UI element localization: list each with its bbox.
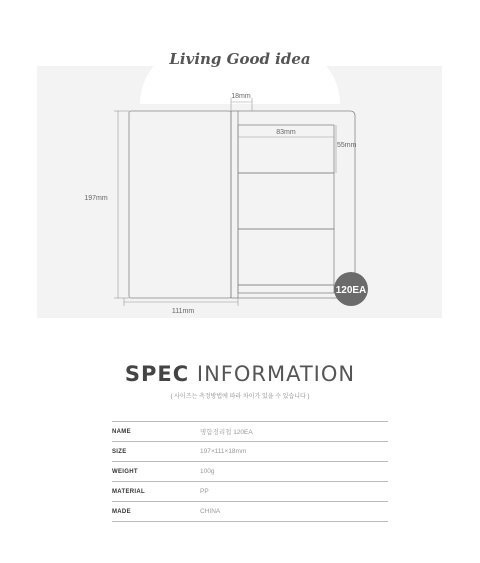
spec-title-light: INFORMATION (196, 362, 356, 386)
spec-value: 명함정리첩 120EA (200, 429, 253, 436)
spec-label: MADE (112, 508, 131, 515)
thickness-label: 18mm (231, 93, 251, 100)
spec-value: 197×111×18mm (200, 448, 247, 455)
pocket-height-label: 55mm (337, 142, 357, 149)
spine (231, 111, 238, 298)
spec-row (112, 421, 388, 441)
spec-value: PP (200, 488, 209, 495)
right-cover (238, 111, 355, 298)
spec-value: 100g (200, 468, 215, 475)
spec-title-bold: SPEC (124, 362, 190, 386)
spec-value: CHINA (200, 508, 221, 515)
pocket-3 (238, 229, 334, 285)
spec-row (112, 441, 388, 461)
pocket-width-label: 83mm (276, 129, 296, 136)
height-label: 197mm (84, 195, 108, 202)
spec-note: ( 사이즈는 측정방법에 따라 차이가 있을 수 있습니다 ) (170, 394, 310, 400)
spec-label: NAME (112, 428, 131, 435)
spec-row (112, 461, 388, 481)
spec-title (0, 362, 480, 386)
pocket-4 (238, 285, 334, 293)
spec-label: SIZE (112, 448, 127, 455)
spec-label: WEIGHT (112, 468, 138, 475)
spec-row (112, 501, 388, 522)
brand-title: Living Good idea (169, 50, 311, 68)
spec-table (112, 421, 388, 522)
spec-row (112, 481, 388, 501)
spec-label: MATERIAL (112, 488, 145, 495)
pocket-2 (238, 173, 334, 229)
width-label: 111mm (171, 308, 195, 315)
left-cover (129, 111, 231, 298)
count-badge-label: 120EA (335, 285, 367, 296)
